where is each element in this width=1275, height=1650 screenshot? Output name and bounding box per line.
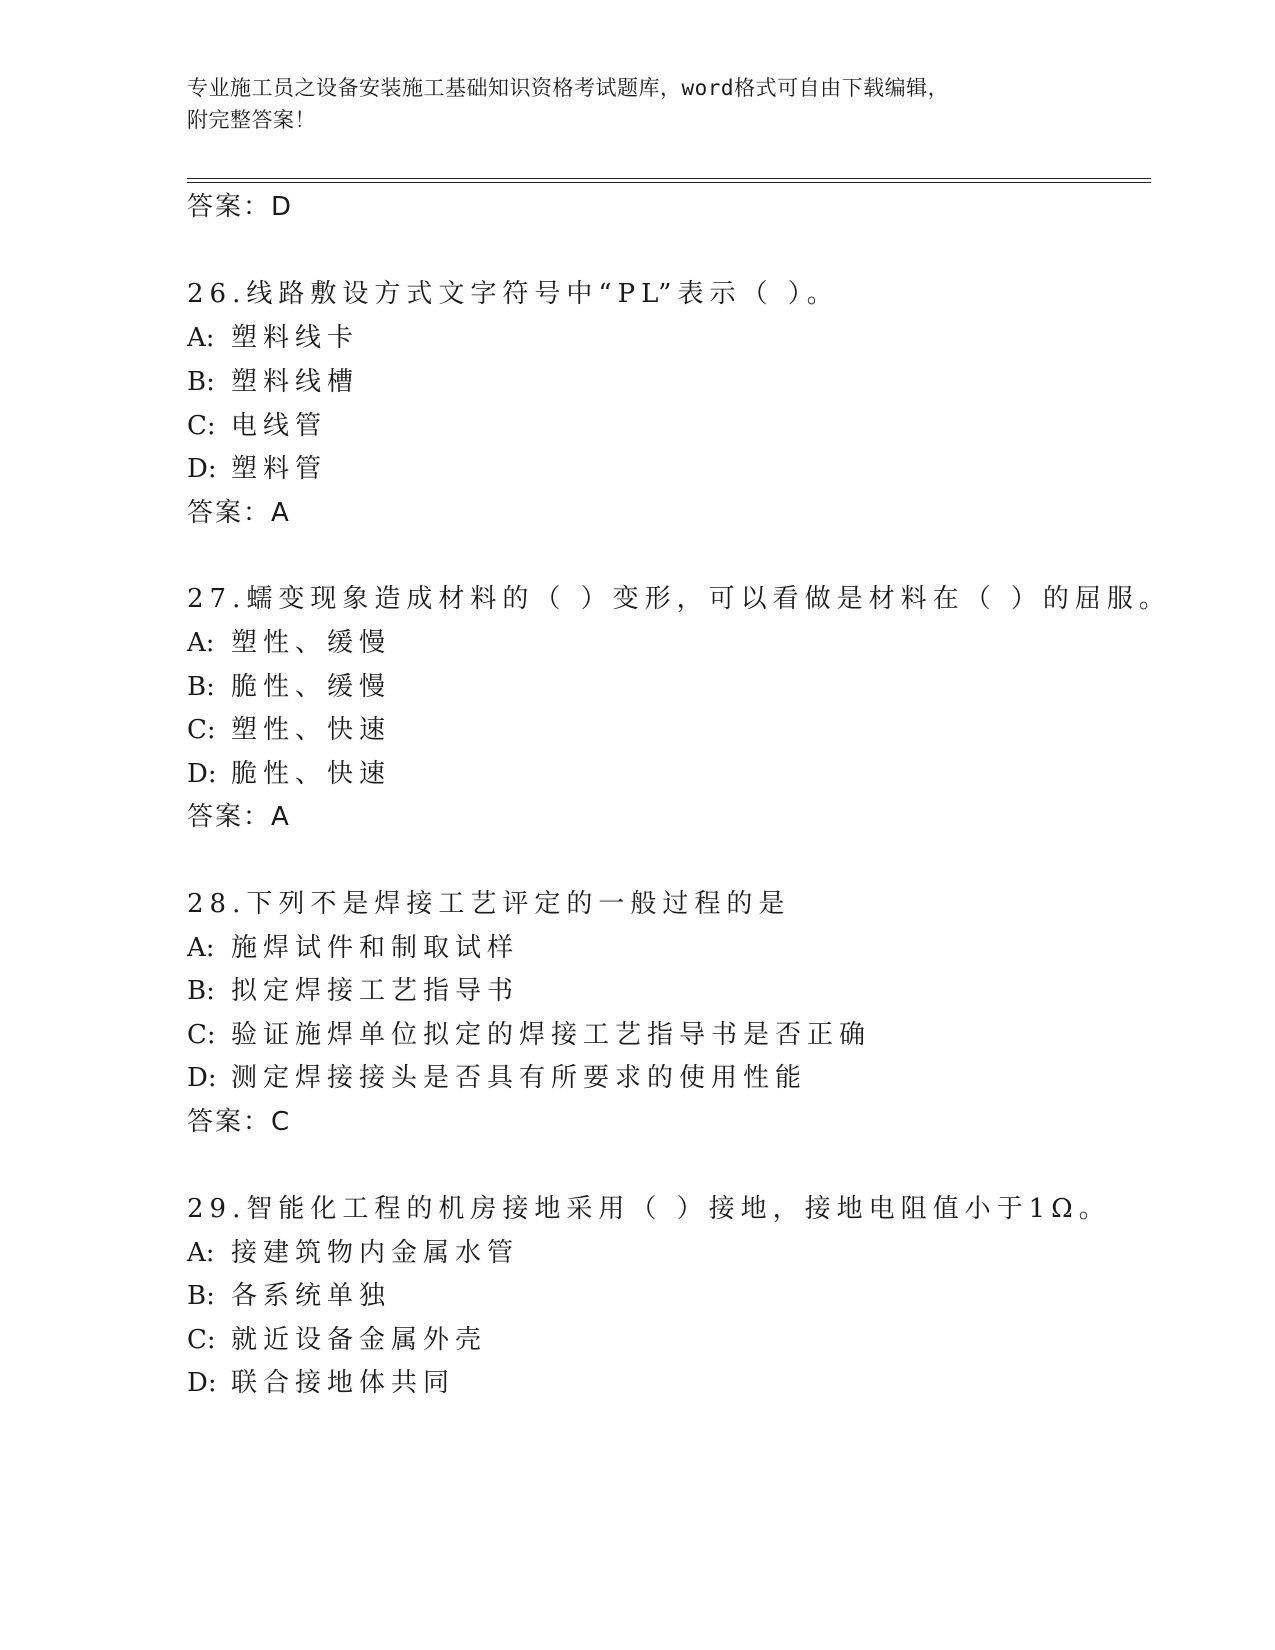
question-27-option-b [187, 666, 391, 703]
question-28-option-a [187, 927, 519, 964]
question-27-answer: 答案：A [187, 802, 291, 832]
option-text: 塑性、缓慢 [231, 628, 392, 658]
option-text: 就近设备金属外壳 [231, 1325, 488, 1355]
option-letter: A: [187, 933, 215, 963]
question-27-option-d [187, 753, 391, 790]
header-note [187, 72, 1087, 136]
option-text: 测定焊接接头是否具有所要求的使用性能 [231, 1063, 808, 1093]
question-28-answer: 答案：C [187, 1107, 292, 1137]
question-27-stem: 27.蠕变现象造成材料的（ ）变形，可以看做是材料在（ ）的屈服。 [187, 584, 1171, 614]
option-text: 各系统单独 [231, 1281, 392, 1311]
answer-prev: 答案：D [187, 192, 294, 222]
option-text: 塑料线槽 [231, 367, 360, 397]
header-note-line-1: 专业施工员之设备安装施工基础知识资格考试题库，word格式可自由下载编辑， [187, 76, 950, 100]
option-letter: B: [187, 976, 215, 1006]
option-letter: D: [187, 1368, 217, 1398]
question-26-option-a [187, 317, 359, 354]
question-28-option-b [187, 970, 519, 1007]
option-text: 脆性、快速 [231, 759, 392, 789]
option-text: 电线管 [231, 411, 328, 441]
option-text: 拟定焊接工艺指导书 [231, 976, 520, 1006]
question-26-option-c [187, 405, 327, 442]
question-28-option-d [187, 1057, 807, 1094]
option-text: 塑料线卡 [231, 323, 360, 353]
question-28-option-c [187, 1014, 871, 1051]
header-divider-bottom [187, 182, 1151, 183]
question-26-stem: 26.线路敷设方式文字符号中“PL”表示（ ）。 [187, 279, 839, 309]
header-note-line-2: 附完整答案！ [187, 108, 316, 132]
option-text: 塑料管 [231, 454, 328, 484]
option-text: 脆性、缓慢 [231, 672, 392, 702]
question-29-option-b [187, 1275, 391, 1312]
option-letter: A: [187, 628, 215, 658]
question-29-option-c [187, 1319, 487, 1356]
question-26-option-b [187, 361, 359, 398]
option-text: 验证施焊单位拟定的焊接工艺指导书是否正确 [231, 1020, 872, 1050]
question-27-option-a [187, 622, 391, 659]
option-letter: C: [187, 1020, 216, 1050]
option-letter: A: [187, 1238, 215, 1268]
option-letter: D: [187, 759, 217, 789]
option-letter: B: [187, 367, 215, 397]
option-letter: B: [187, 1281, 215, 1311]
option-text: 接建筑物内金属水管 [231, 1238, 520, 1268]
question-26-answer: 答案：A [187, 498, 291, 528]
question-29-option-d [187, 1362, 455, 1399]
option-text: 塑性、快速 [231, 715, 392, 745]
question-28-stem: 28.下列不是焊接工艺评定的一般过程的是 [187, 889, 791, 919]
option-letter: B: [187, 672, 215, 702]
option-letter: D: [187, 454, 217, 484]
option-letter: C: [187, 1325, 216, 1355]
option-letter: C: [187, 715, 216, 745]
question-29-option-a [187, 1232, 519, 1269]
question-26-option-d [187, 448, 327, 485]
option-letter: C: [187, 411, 216, 441]
option-letter: D: [187, 1063, 217, 1093]
option-text: 联合接地体共同 [231, 1368, 456, 1398]
option-text: 施焊试件和制取试样 [231, 933, 520, 963]
header-divider-top [187, 178, 1151, 179]
question-29-stem: 29.智能化工程的机房接地采用（ ）接地，接地电阻值小于1Ω。 [187, 1194, 1111, 1224]
question-27-option-c [187, 709, 391, 746]
option-letter: A: [187, 323, 215, 353]
